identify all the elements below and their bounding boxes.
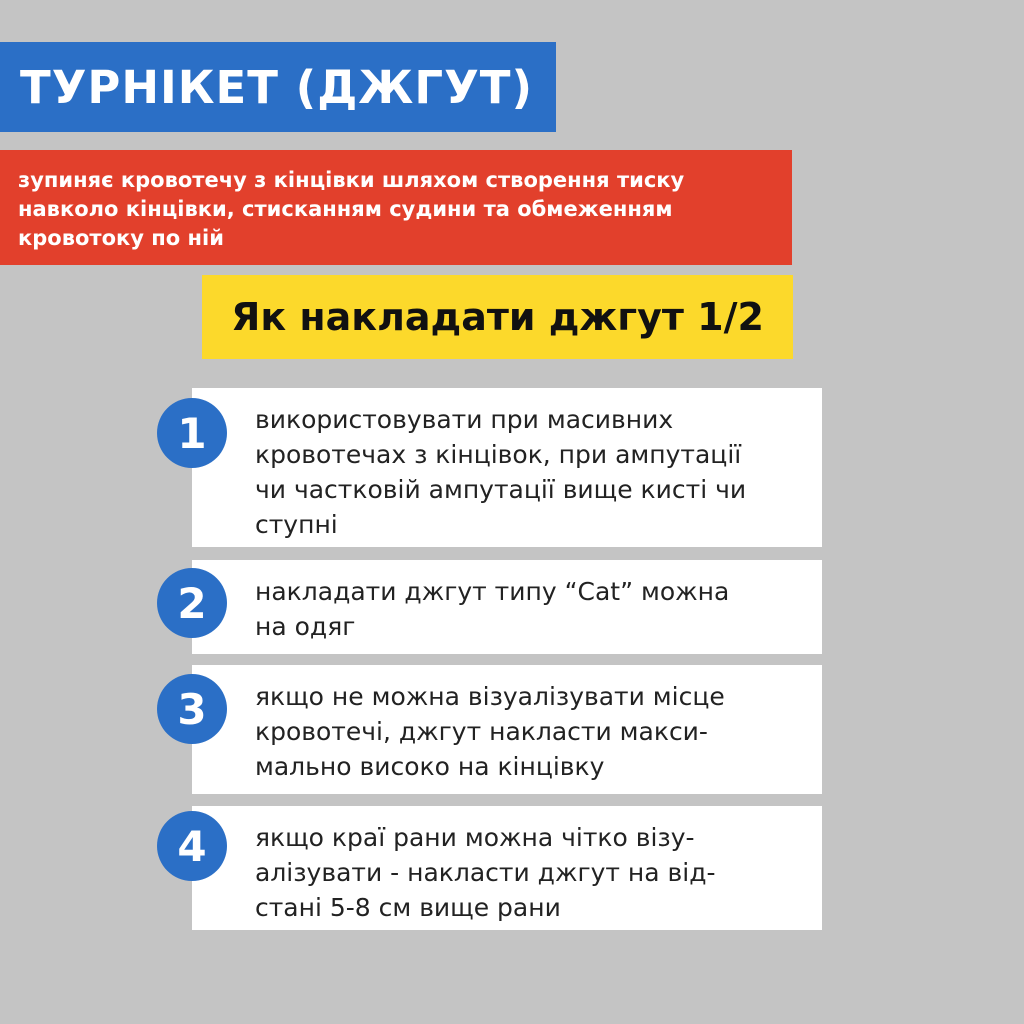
step-number-badge-1: 1 [157,398,227,468]
page-title: ТУРНІКЕТ (ДЖГУТ) [20,60,534,114]
step-3-line: мально високо на кінцівку [255,752,605,781]
title-banner [0,42,556,132]
step-card-4 [192,806,822,930]
description-line-1: зупиняє кровотечу з кінцівки шляхом створення тиску [18,168,685,192]
step-4-line: якщо краї рани можна чітко візу- [255,823,695,852]
step-4-line: стані 5-8 см вище рани [255,893,561,922]
description-line-2: навколо кінцівки, стисканням судини та обмеженням [18,197,673,221]
step-1-line: використовувати при масивних [255,405,674,434]
step-card-1 [192,388,822,547]
step-card-3 [192,665,822,794]
step-card-2 [192,560,822,654]
step-3-line: якщо не можна візуалізувати місце [255,682,725,711]
step-2-line: на одяг [255,612,356,641]
description-line-3: кровотоку по ній [18,226,224,250]
step-3-line: кровотечі, джгут накласти макси- [255,717,708,746]
step-number-badge-4: 4 [157,811,227,881]
step-4-line: алізувати - накласти джгут на від- [255,858,716,887]
step-1-line: чи частковій ампутації вище кисті чи [255,475,747,504]
description-banner [0,150,792,265]
step-1-line: ступні [255,510,338,539]
step-number-badge-2: 2 [157,568,227,638]
step-2-line: накладати джгут типу “Cat” можна [255,577,730,606]
step-number-badge-3: 3 [157,674,227,744]
step-1-line: кровотечах з кінцівок, при ампутації [255,440,742,469]
section-title-banner [202,275,793,359]
section-title: Як накладати джгут 1/2 [231,295,764,339]
